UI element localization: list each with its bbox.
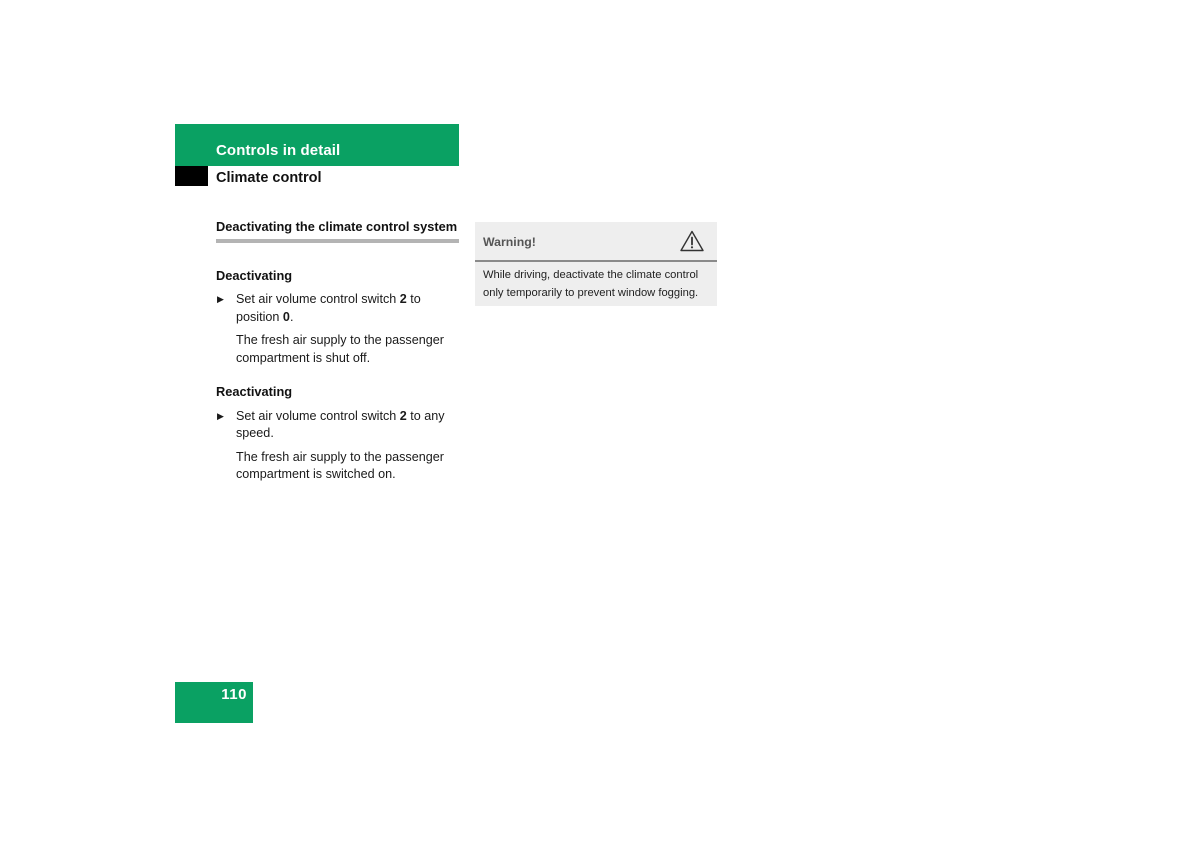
position-number: 0 <box>282 309 290 324</box>
switch-number: 2 <box>399 408 407 423</box>
chapter-header-bar <box>175 124 459 166</box>
deactivating-result: The fresh air supply to the passenger compartment is shut off. <box>236 333 444 365</box>
switch-number: 2 <box>399 292 407 306</box>
deactivating-step: ▶ Set air volume control switch 2 to position 0. <box>217 292 421 324</box>
section-heading: Deactivating the climate control system <box>216 218 459 243</box>
bullet-arrow-icon: ▶ <box>217 294 224 304</box>
warning-text: While driving, deactivate the climate control only temporarily to prevent window fogging. <box>483 269 699 299</box>
bullet-arrow-icon: ▶ <box>217 410 224 421</box>
page-number: 110 <box>221 686 247 703</box>
warning-header <box>475 222 717 262</box>
page-number-box <box>175 682 253 723</box>
section-subtitle: Climate control <box>216 170 322 186</box>
section-marker-tab <box>175 166 208 186</box>
warning-label: Warning! <box>483 235 536 249</box>
main-column <box>216 218 459 484</box>
deactivating-heading: Deactivating <box>216 267 293 283</box>
reactivating-heading: Reactivating <box>216 384 293 399</box>
reactivating-result: The fresh air supply to the passenger compartment is switched on. <box>236 449 444 481</box>
chapter-title: Controls in detail <box>216 142 341 159</box>
reactivating-step: ▶ Set air volume control switch 2 to any speed. <box>217 408 445 440</box>
warning-triangle-icon <box>680 230 704 252</box>
warning-box <box>475 222 717 306</box>
